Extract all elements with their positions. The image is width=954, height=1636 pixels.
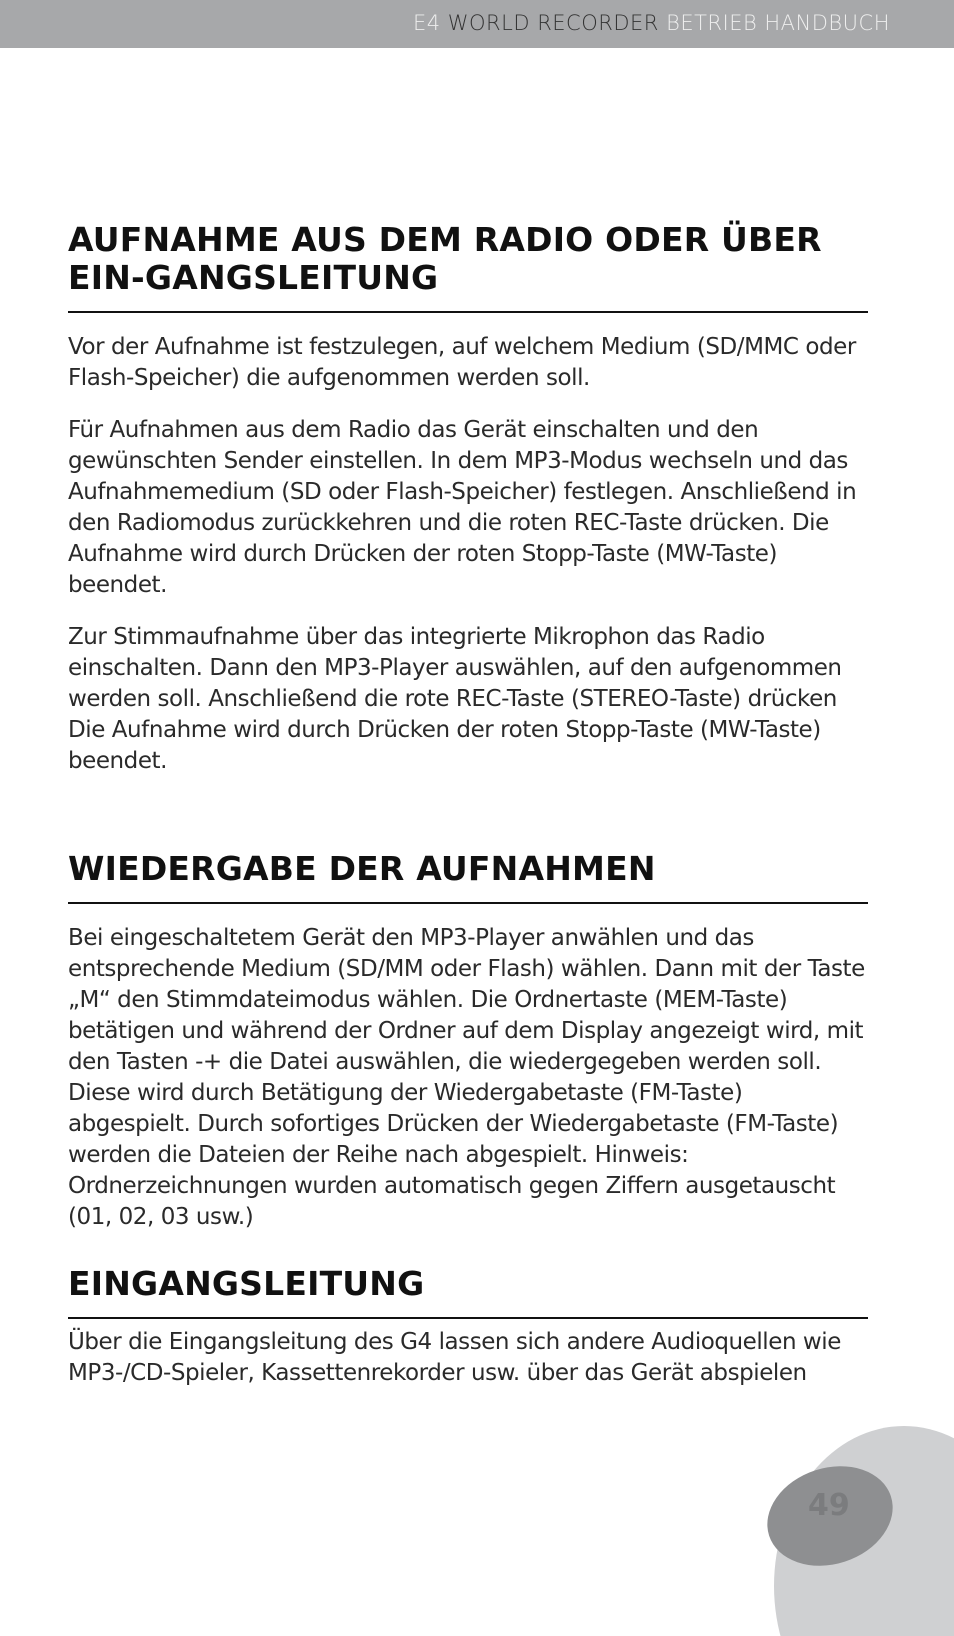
section-heading: AUFNAHME AUS DEM RADIO ODER ÜBER EIN-GANGSLEITUNG xyxy=(68,221,868,313)
header-product-name: WORLD RECORDER xyxy=(447,11,659,35)
section-paragraph: Für Aufnahmen aus dem Radio das Gerät einschalten und den gewünschten Sender einstellen. In dem MP3-Modus wechseln und das Aufnahmemedium (SD oder Flash-Speicher) festlegen. Anschließend in den Radiomodus zurückkehren und die roten REC-Taste drücken. Die Aufnahme wird durch Drücken der roten Stopp-Taste (MW-Taste) beendet. xyxy=(68,417,857,598)
section-paragraph: Zur Stimmaufnahme über das integrierte Mikrophon das Radio einschalten. Dann den MP3-Player auswählen, auf den aufgenommen werden soll. Anschließend die rote REC-Taste (STEREO-Taste) drücken Die Aufnahme wird durch Drücken der roten Stopp-Taste (MW-Taste) beendet. xyxy=(68,624,842,774)
page-number: 49 xyxy=(808,1488,850,1523)
header-bar xyxy=(0,0,954,48)
section-heading: EINGANGSLEITUNG xyxy=(68,1265,868,1319)
section-paragraph: Über die Eingangsleitung des G4 lassen sich andere Audioquellen wie MP3-/CD-Spieler, Kassettenrekorder usw. über das Gerät abspielen xyxy=(68,1329,841,1386)
page-number-decoration xyxy=(754,1426,954,1636)
header-title xyxy=(413,11,890,35)
section-recording xyxy=(68,221,868,777)
section-playback xyxy=(68,850,868,1233)
header-prefix: E4 xyxy=(412,11,441,35)
header-suffix: BETRIEB HANDBUCH xyxy=(666,11,890,35)
section-line-in xyxy=(68,1265,868,1389)
section-heading: WIEDERGABE DER AUFNAHMEN xyxy=(68,850,868,904)
section-paragraph: Vor der Aufnahme ist festzulegen, auf welchem Medium (SD/MMC oder Flash-Speicher) die aufgenommen werden soll. xyxy=(68,334,856,391)
section-paragraph: Bei eingeschaltetem Gerät den MP3-Player anwählen und das entsprechende Medium (SD/MM oder Flash) wählen. Dann mit der Taste „M“ den Stimmdateimodus wählen. Die Ordnertaste (MEM-Taste) betätigen und während der Ordner auf dem Display angezeigt wird, mit den Tasten -+ die Datei auswählen, die wiedergegeben werden soll. Diese wird durch Betätigung der Wiedergabetaste (FM-Taste) abgespielt. Durch sofortiges Drücken der Wiedergabetaste (FM-Taste) werden die Dateien der Reihe nach abgespielt. Hinweis: Ordnerzeichnungen wurden automatisch gegen Ziffern ausgetauscht (01, 02, 03 usw.) xyxy=(68,925,865,1230)
